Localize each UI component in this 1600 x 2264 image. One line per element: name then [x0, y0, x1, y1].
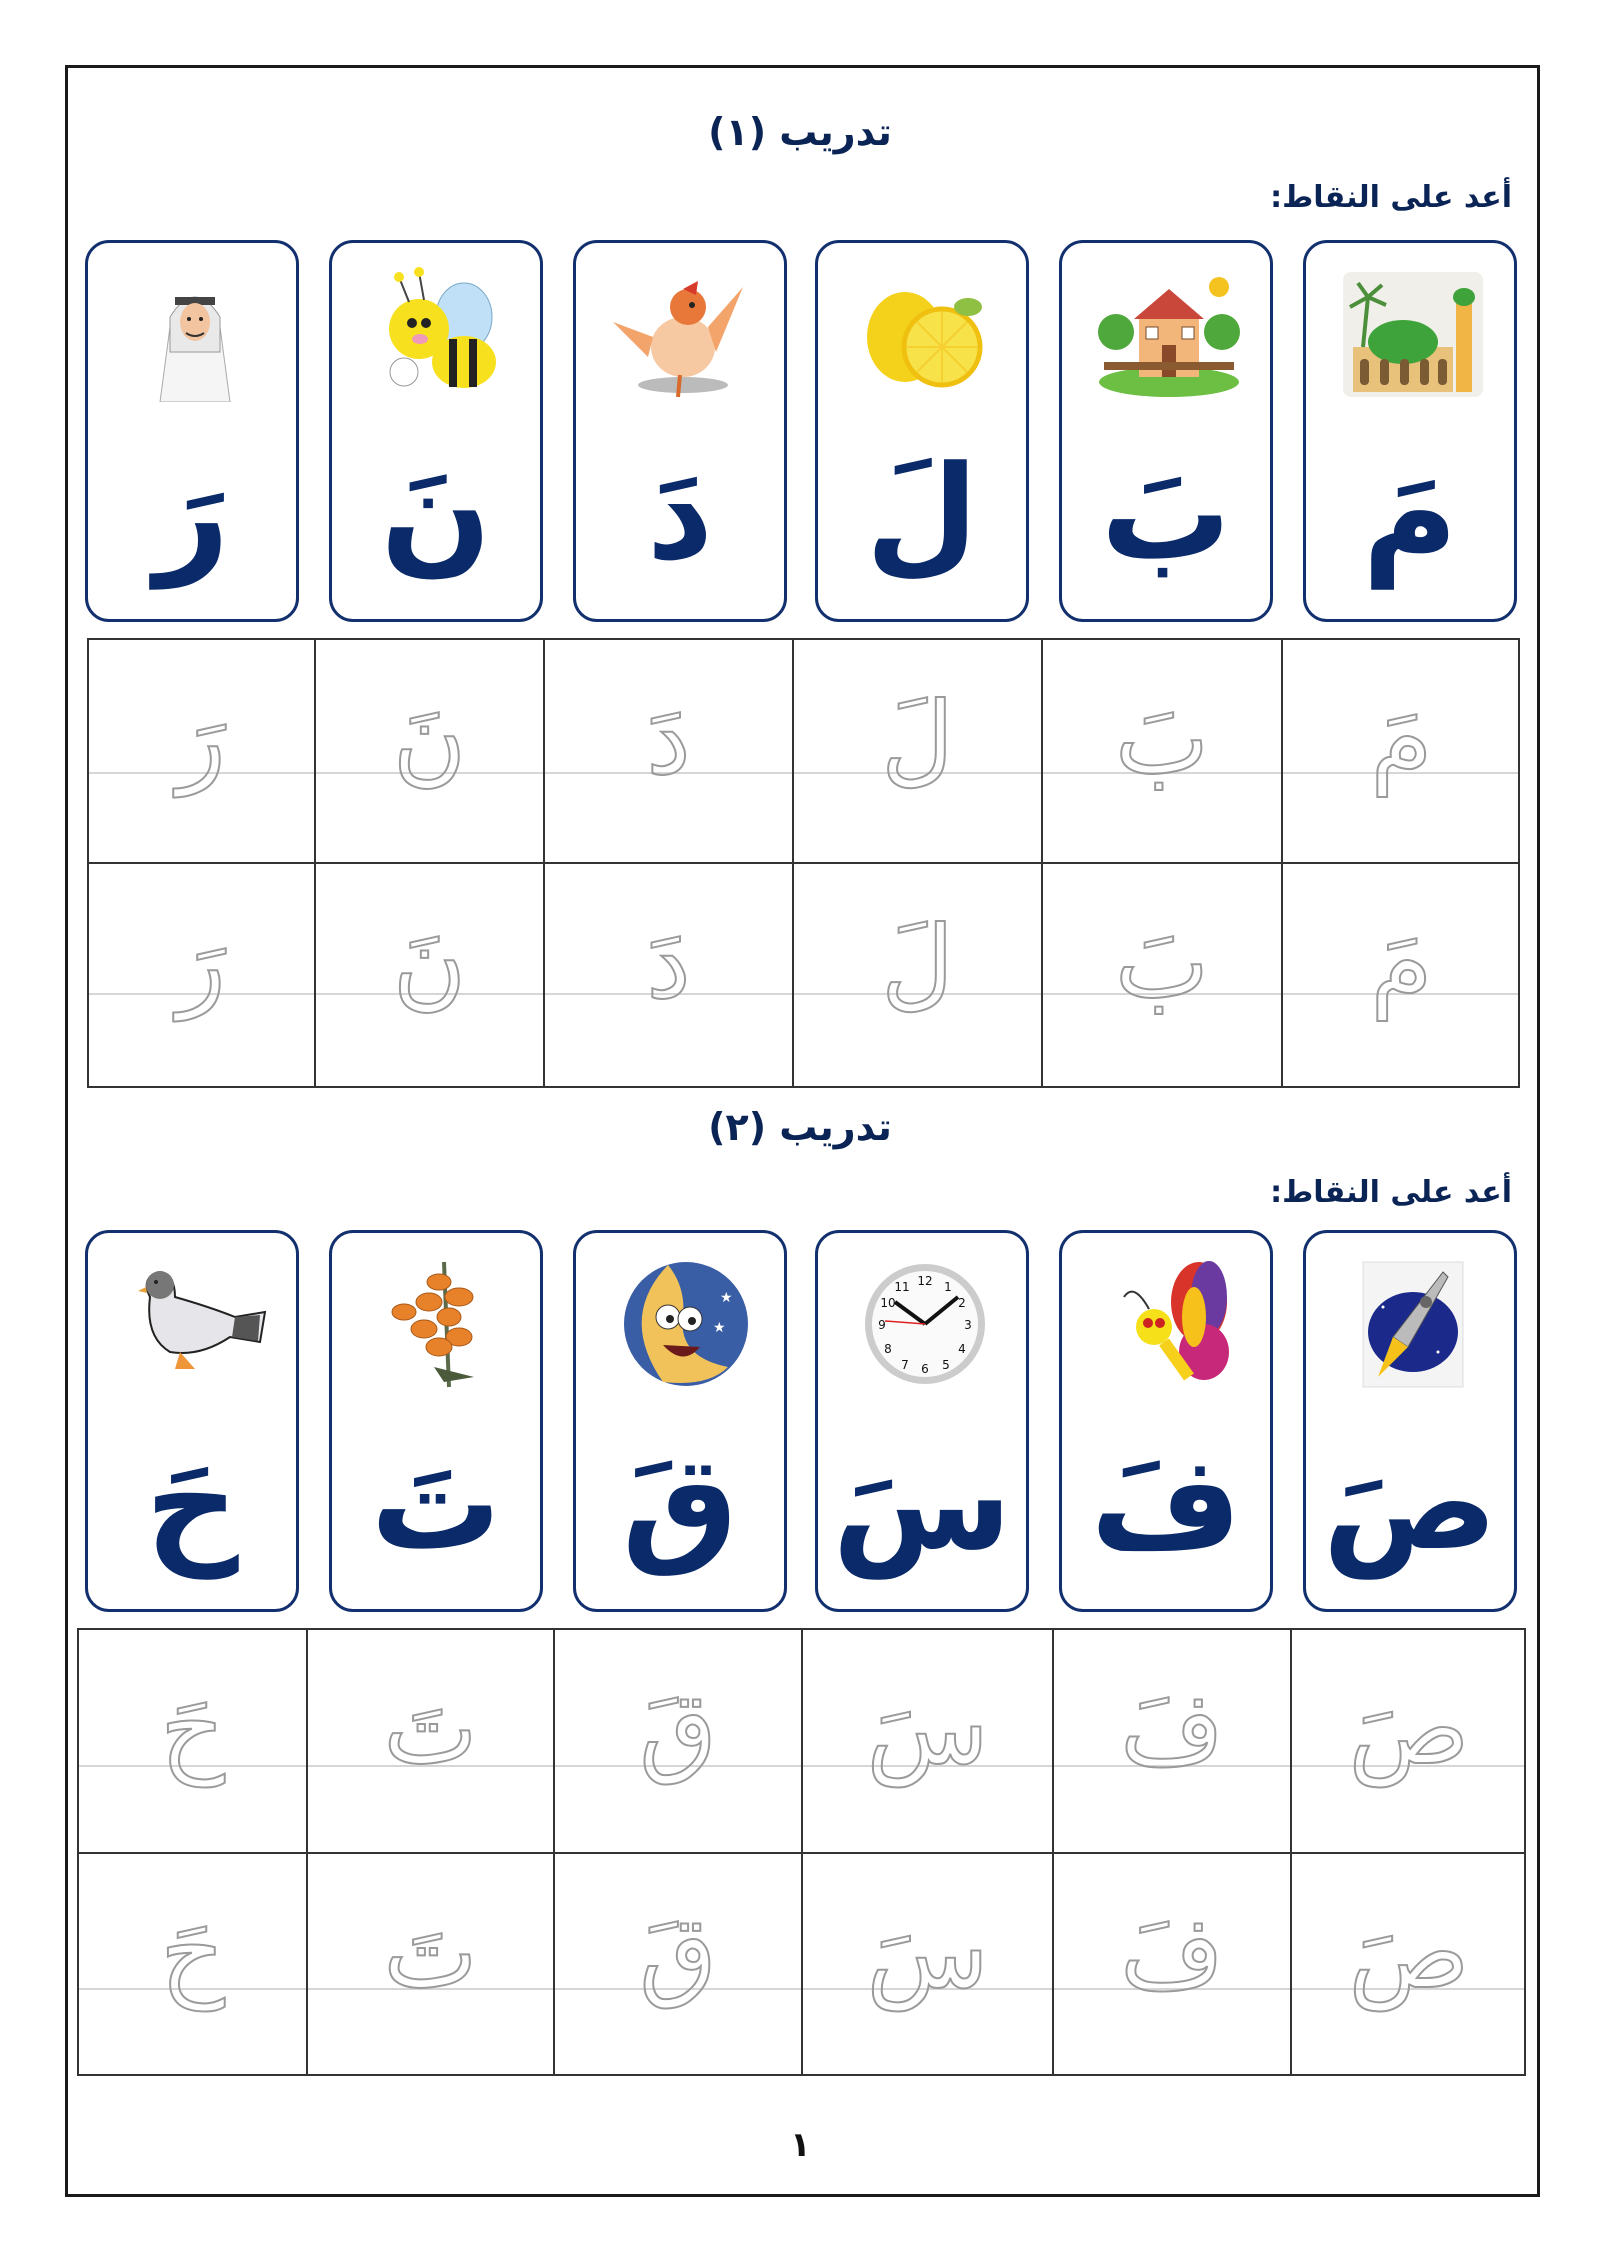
svg-text:10: 10: [880, 1296, 896, 1310]
svg-text:★: ★: [720, 1290, 733, 1306]
letter-glyph: تَ: [370, 1427, 502, 1579]
trace-cell[interactable]: صَ: [1348, 1894, 1470, 2011]
hen-icon: [608, 267, 758, 402]
trace-cell[interactable]: لَ: [794, 864, 1043, 1086]
letter-glyph: فَ: [1090, 1427, 1242, 1579]
clock-icon: [850, 1257, 1000, 1392]
lemon-icon: [850, 267, 1000, 402]
trace-cell[interactable]: سَ: [803, 1854, 1054, 2074]
letter-glyph: رَ: [154, 437, 230, 589]
trace-cell[interactable]: تَ: [308, 1854, 555, 2074]
trace-cell[interactable]: قَ: [555, 1630, 803, 1854]
svg-text:11: 11: [894, 1280, 910, 1294]
letter-card-taa: [329, 1230, 543, 1612]
svg-text:3: 3: [964, 1318, 972, 1332]
svg-text:7: 7: [901, 1358, 909, 1372]
letter-glyph: حَ: [145, 1427, 239, 1579]
trace-cell[interactable]: نَ: [316, 864, 545, 1086]
trace-cell[interactable]: قَ: [555, 1854, 803, 2074]
letter-card-laam: [815, 240, 1029, 622]
trace-cell[interactable]: حَ: [79, 1630, 308, 1854]
svg-text:5: 5: [942, 1358, 950, 1372]
letter-card-haa: [85, 1230, 299, 1612]
letter-card-meem: [1303, 240, 1517, 622]
butterfly-icon: [1094, 1257, 1244, 1392]
trace-cell[interactable]: سَ: [803, 1630, 1054, 1854]
trace-cell[interactable]: دَ: [545, 640, 794, 864]
section-2-instruction: أعد على النقاط:: [1270, 1175, 1512, 1210]
pigeon-icon: [120, 1257, 270, 1392]
section-1-instruction: أعد على النقاط:: [1270, 180, 1512, 215]
man-icon: [120, 267, 270, 402]
trace-cell[interactable]: تَ: [308, 1630, 555, 1854]
mosque-icon: [1338, 267, 1488, 402]
letter-glyph: مَ: [1362, 437, 1458, 589]
letter-card-qaaf: [573, 1230, 787, 1612]
trace-cell[interactable]: حَ: [79, 1854, 308, 2074]
svg-text:9: 9: [878, 1318, 886, 1332]
page-number: ١: [790, 2125, 811, 2165]
letter-glyph: نَ: [380, 437, 492, 589]
trace-cell[interactable]: بَ: [1043, 640, 1283, 864]
letter-glyph: قَ: [621, 1427, 739, 1579]
svg-text:4: 4: [958, 1342, 966, 1356]
svg-text:1: 1: [944, 1280, 952, 1294]
letter-glyph: سَ: [832, 1427, 1012, 1579]
trace-cell[interactable]: فَ: [1054, 1630, 1292, 1854]
letter-card-seen: [815, 1230, 1029, 1612]
trace-cell[interactable]: مَ: [1370, 904, 1433, 1021]
svg-text:6: 6: [921, 1362, 929, 1376]
letter-card-raa: [85, 240, 299, 622]
section-1-title: تدريب (١): [708, 110, 892, 154]
section-2-title: تدريب (٢): [708, 1105, 892, 1149]
trace-cell[interactable]: رَ: [89, 640, 316, 864]
letter-card-baa: [1059, 240, 1273, 622]
bee-icon: [364, 267, 514, 402]
trace-cell[interactable]: صَ: [1292, 1630, 1526, 1854]
letter-card-faa: [1059, 1230, 1273, 1612]
trace-cell[interactable]: رَ: [89, 864, 316, 1086]
letter-card-daal: [573, 240, 787, 622]
letter-card-noon: [329, 240, 543, 622]
tracing-grid-2: [77, 1628, 1526, 2076]
letter-glyph: لَ: [865, 437, 979, 589]
trace-cell[interactable]: مَ: [1283, 640, 1520, 864]
trace-cell[interactable]: بَ: [1043, 864, 1283, 1086]
trace-cell[interactable]: نَ: [316, 640, 545, 864]
letter-glyph: صَ: [1322, 1427, 1498, 1579]
svg-text:12: 12: [917, 1274, 933, 1288]
house-icon: [1094, 267, 1244, 402]
letter-card-saad: [1303, 1230, 1517, 1612]
svg-text:★: ★: [713, 1320, 726, 1336]
tracing-grid-1: [87, 638, 1520, 1088]
trace-cell[interactable]: دَ: [545, 864, 794, 1086]
moon-icon: [608, 1257, 758, 1392]
rocket-icon: [1338, 1257, 1488, 1392]
svg-text:8: 8: [884, 1342, 892, 1356]
trace-cell[interactable]: لَ: [794, 640, 1043, 864]
dates-icon: [364, 1257, 514, 1392]
letter-glyph: بَ: [1100, 437, 1232, 589]
svg-text:2: 2: [958, 1296, 966, 1310]
trace-cell[interactable]: فَ: [1054, 1854, 1292, 2074]
letter-glyph: دَ: [646, 437, 714, 589]
